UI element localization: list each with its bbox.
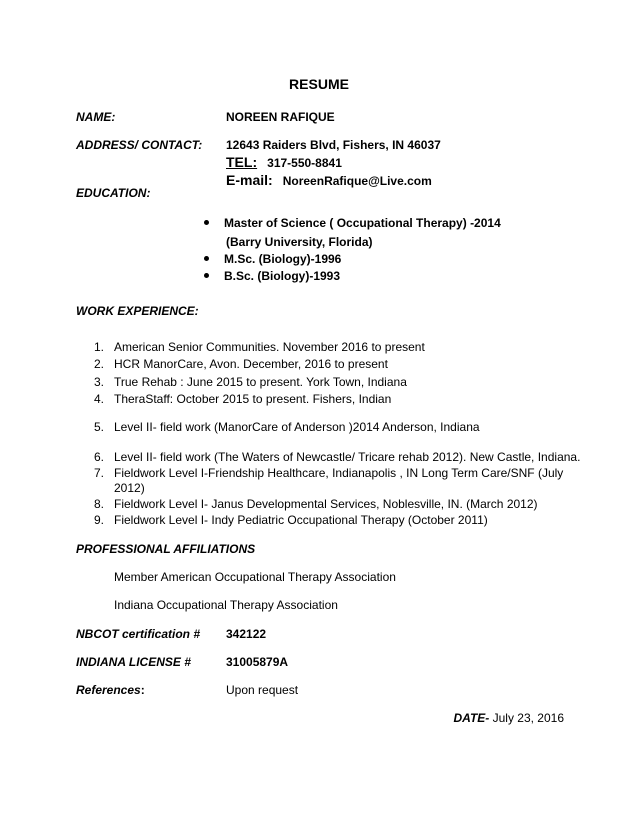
education-item-detail: (Barry University, Florida) [226, 235, 373, 249]
education-item: M.Sc. (Biology)-1996 [204, 252, 341, 266]
education-item: Master of Science ( Occupational Therapy) -2014 [204, 216, 501, 230]
phone-line [226, 154, 342, 170]
bullet-icon [204, 220, 209, 225]
phone-value: 317-550-8841 [267, 156, 342, 170]
list-item: 9. Fieldwork Level I- Indy Pediatric Occupational Therapy (October 2011) [94, 513, 488, 527]
nbcot-value: 342122 [226, 627, 267, 641]
list-item: 4. TheraStaff: October 2015 to present. Fishers, Indian [94, 392, 392, 406]
list-item: 5. Level II- field work (ManorCare of Anderson )2014 Anderson, Indiana [94, 420, 480, 434]
address-label: ADDRESS/ CONTACT: [76, 138, 203, 152]
list-item-continuation: 2012) [114, 481, 145, 495]
list-item: 3. True Rehab : June 2015 to present. York Town, Indiana [94, 375, 407, 389]
education-item: B.Sc. (Biology)-1993 [204, 269, 340, 283]
list-item: 7. Fieldwork Level I-Friendship Healthcare, Indianapolis , IN Long Term Care/SNF (July [94, 466, 564, 480]
name-value: NOREEN RAFIQUE [226, 110, 335, 124]
education-label: EDUCATION: [76, 186, 151, 200]
bullet-icon [204, 273, 209, 278]
work-experience-label: WORK EXPERIENCE: [76, 304, 199, 318]
bullet-icon [204, 256, 209, 261]
affiliation-item: Member American Occupational Therapy Association [114, 570, 396, 584]
list-item: 1. American Senior Communities. November 2016 to present [94, 340, 425, 354]
license-label: INDIANA LICENSE # [76, 655, 191, 669]
date-label: DATE- [453, 711, 490, 725]
date-value: July 23, 2016 [489, 711, 564, 725]
phone-label: TEL: [226, 154, 258, 170]
name-label: NAME: [76, 110, 116, 124]
email-value: NoreenRafique@Live.com [282, 174, 432, 188]
page-title: RESUME [289, 76, 349, 92]
affiliation-item: Indiana Occupational Therapy Association [114, 598, 338, 612]
license-value: 31005879A [226, 655, 289, 669]
email-line [226, 172, 432, 188]
email-label: E-mail: [226, 172, 273, 188]
list-item: 8. Fieldwork Level I- Janus Developmental Services, Noblesville, IN. (March 2012) [94, 497, 538, 511]
affiliations-label: PROFESSIONAL AFFILIATIONS [76, 542, 256, 556]
date-line [454, 711, 565, 725]
list-item: 6. Level II- field work (The Waters of Newcastle/ Tricare rehab 2012). New Castle, Indiana. [94, 450, 581, 464]
address-value: 12643 Raiders Blvd, Fishers, IN 46037 [226, 138, 441, 152]
references-value: Upon request [226, 683, 299, 697]
nbcot-label: NBCOT certification # [76, 627, 201, 641]
references-label: References: [76, 683, 145, 697]
list-item: 2. HCR ManorCare, Avon. December, 2016 to present [94, 357, 388, 371]
